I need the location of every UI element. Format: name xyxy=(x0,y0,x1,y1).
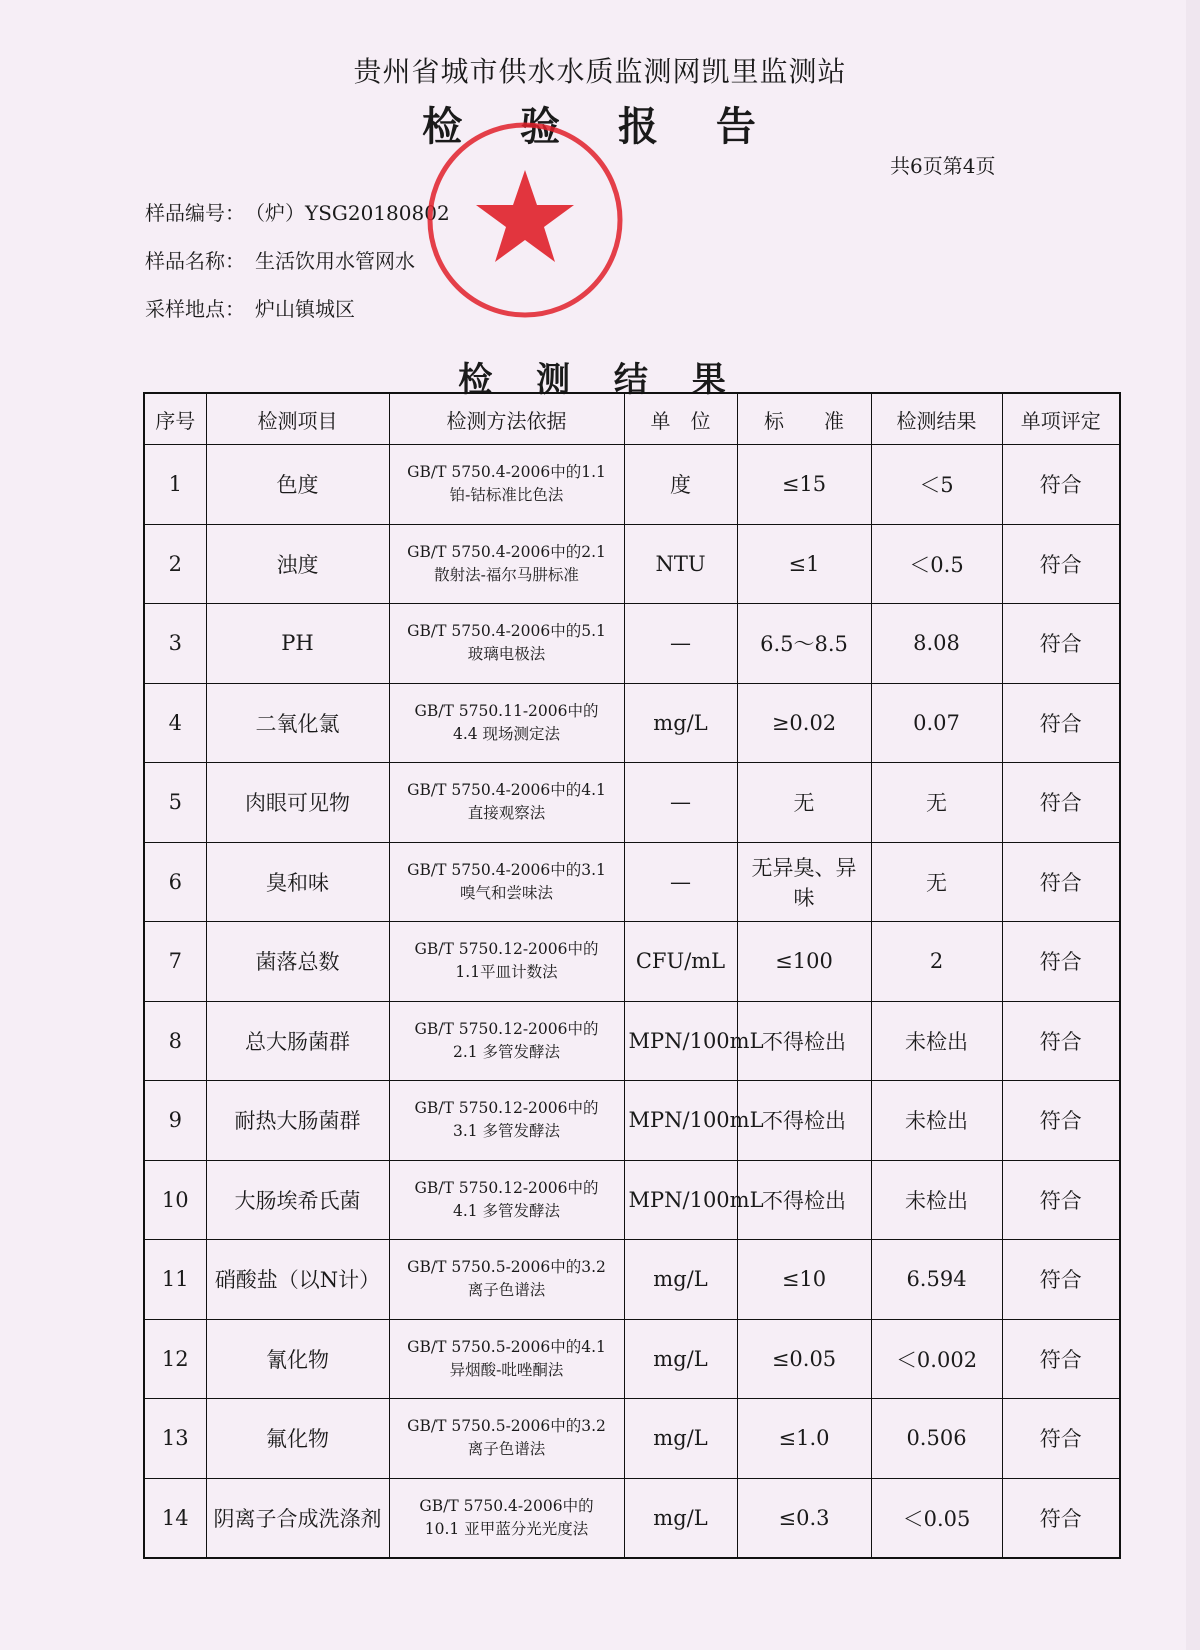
cell-standard: 6.5～8.5 xyxy=(737,604,871,684)
method-line: GB/T 5750.4-2006中的2.1 xyxy=(407,542,606,561)
cell-result: 6.594 xyxy=(871,1240,1002,1320)
cell-method xyxy=(389,604,624,684)
method-line: 1.1平皿计数法 xyxy=(455,963,558,982)
cell-result: 0.506 xyxy=(871,1399,1002,1479)
sample-name-label: 样品名称： xyxy=(145,249,245,273)
cell-no: 2 xyxy=(144,524,206,604)
cell-item: 臭和味 xyxy=(206,842,389,922)
cell-verdict: 符合 xyxy=(1002,683,1120,763)
cell-verdict: 符合 xyxy=(1002,1240,1120,1320)
cell-item: 氟化物 xyxy=(206,1399,389,1479)
cell-unit: mg/L xyxy=(624,683,737,763)
table-row xyxy=(144,763,1120,843)
cell-verdict: 符合 xyxy=(1002,1319,1120,1399)
cell-result: 0.07 xyxy=(871,683,1002,763)
cell-item: 色度 xyxy=(206,445,389,525)
method-line: GB/T 5750.12-2006中的 xyxy=(414,940,599,959)
sampling-location-value: 炉山镇城区 xyxy=(255,297,355,321)
cell-unit: 度 xyxy=(624,445,737,525)
cell-item: 阴离子合成洗涤剂 xyxy=(206,1478,389,1558)
cell-standard: ≤100 xyxy=(737,922,871,1002)
method-line: 10.1 亚甲蓝分光光度法 xyxy=(424,1519,589,1538)
sample-number-label: 样品编号： xyxy=(145,201,245,225)
cell-item: 硝酸盐（以N计） xyxy=(206,1240,389,1320)
sampling-location-line xyxy=(145,293,355,322)
cell-item: 总大肠菌群 xyxy=(206,1001,389,1081)
cell-standard: 不得检出 xyxy=(737,1081,871,1161)
cell-verdict: 符合 xyxy=(1002,1081,1120,1161)
table-row xyxy=(144,1081,1120,1161)
cell-item: 氰化物 xyxy=(206,1319,389,1399)
page-edge xyxy=(1186,0,1200,1650)
cell-unit: mg/L xyxy=(624,1240,737,1320)
cell-method xyxy=(389,1399,624,1479)
page-info: 共6页第4页 xyxy=(890,154,996,178)
cell-no: 9 xyxy=(144,1081,206,1161)
cell-unit: MPN/100mL xyxy=(624,1160,737,1240)
header-no: 序号 xyxy=(144,393,206,445)
cell-verdict: 符合 xyxy=(1002,1160,1120,1240)
cell-standard: ≤0.05 xyxy=(737,1319,871,1399)
seal-star-icon xyxy=(476,170,574,262)
cell-unit: — xyxy=(624,842,737,922)
sample-name-line xyxy=(145,245,415,274)
method-line: 异烟酸-吡唑酮法 xyxy=(449,1360,564,1379)
cell-no: 4 xyxy=(144,683,206,763)
header-verdict: 单项评定 xyxy=(1002,393,1120,445)
table-row xyxy=(144,1399,1120,1479)
cell-verdict: 符合 xyxy=(1002,922,1120,1002)
cell-method xyxy=(389,1160,624,1240)
cell-unit: mg/L xyxy=(624,1478,737,1558)
cell-result: 8.08 xyxy=(871,604,1002,684)
method-line: GB/T 5750.5-2006中的4.1 xyxy=(407,1337,606,1356)
cell-no: 13 xyxy=(144,1399,206,1479)
method-line: GB/T 5750.12-2006中的 xyxy=(414,1099,599,1118)
table-row xyxy=(144,683,1120,763)
cell-unit: NTU xyxy=(624,524,737,604)
cell-method xyxy=(389,1240,624,1320)
cell-no: 12 xyxy=(144,1319,206,1399)
header-item: 检测项目 xyxy=(206,393,389,445)
cell-standard: ≤10 xyxy=(737,1240,871,1320)
method-line: 4.4 现场测定法 xyxy=(452,724,561,743)
cell-standard: ≥0.02 xyxy=(737,683,871,763)
header-result: 检测结果 xyxy=(871,393,1002,445)
cell-unit: CFU/mL xyxy=(624,922,737,1002)
cell-verdict: 符合 xyxy=(1002,842,1120,922)
cell-unit: — xyxy=(624,604,737,684)
cell-method xyxy=(389,922,624,1002)
method-line: GB/T 5750.12-2006中的 xyxy=(414,1019,599,1038)
header-method: 检测方法依据 xyxy=(389,393,624,445)
cell-no: 11 xyxy=(144,1240,206,1320)
method-line: 4.1 多管发酵法 xyxy=(452,1201,561,1220)
cell-no: 5 xyxy=(144,763,206,843)
cell-verdict: 符合 xyxy=(1002,1001,1120,1081)
table-row xyxy=(144,922,1120,1002)
cell-no: 14 xyxy=(144,1478,206,1558)
cell-item: 二氧化氯 xyxy=(206,683,389,763)
method-line: 3.1 多管发酵法 xyxy=(452,1122,561,1141)
cell-result: ＜0.5 xyxy=(871,524,1002,604)
cell-no: 7 xyxy=(144,922,206,1002)
cell-standard: ≤0.3 xyxy=(737,1478,871,1558)
method-line: GB/T 5750.12-2006中的 xyxy=(414,1178,599,1197)
cell-method xyxy=(389,842,624,922)
cell-item: 菌落总数 xyxy=(206,922,389,1002)
cell-no: 6 xyxy=(144,842,206,922)
cell-method xyxy=(389,763,624,843)
cell-method xyxy=(389,1001,624,1081)
cell-verdict: 符合 xyxy=(1002,604,1120,684)
report-title: 检 验 报 告 xyxy=(422,103,778,150)
header-unit: 单 位 xyxy=(624,393,737,445)
cell-verdict: 符合 xyxy=(1002,445,1120,525)
method-line: 嗅气和尝味法 xyxy=(459,883,553,902)
cell-standard: 无异臭、异味 xyxy=(737,842,871,922)
table-header-row xyxy=(144,393,1120,445)
cell-result: 未检出 xyxy=(871,1001,1002,1081)
table-row xyxy=(144,1001,1120,1081)
method-line: GB/T 5750.4-2006中的3.1 xyxy=(407,860,606,879)
cell-item: 浊度 xyxy=(206,524,389,604)
cell-no: 3 xyxy=(144,604,206,684)
sample-name-value: 生活饮用水管网水 xyxy=(255,249,415,273)
cell-result: ＜0.002 xyxy=(871,1319,1002,1399)
method-line: GB/T 5750.4-2006中的4.1 xyxy=(407,781,606,800)
cell-method xyxy=(389,524,624,604)
table-row xyxy=(144,524,1120,604)
cell-item: PH xyxy=(206,604,389,684)
method-line: GB/T 5750.4-2006中的5.1 xyxy=(407,622,606,641)
table-row xyxy=(144,445,1120,525)
cell-result: 2 xyxy=(871,922,1002,1002)
method-line: 散射法-福尔马肼标准 xyxy=(434,565,579,584)
sample-number-value: （炉）YSG20180802 xyxy=(255,201,450,225)
cell-result: 未检出 xyxy=(871,1160,1002,1240)
cell-method xyxy=(389,1478,624,1558)
cell-result: ＜5 xyxy=(871,445,1002,525)
cell-item: 大肠埃希氏菌 xyxy=(206,1160,389,1240)
method-line: GB/T 5750.5-2006中的3.2 xyxy=(407,1258,606,1277)
cell-standard: 不得检出 xyxy=(737,1160,871,1240)
cell-unit: — xyxy=(624,763,737,843)
table-row xyxy=(144,842,1120,922)
method-line: 离子色谱法 xyxy=(467,1440,546,1459)
cell-method xyxy=(389,1319,624,1399)
cell-standard: 不得检出 xyxy=(737,1001,871,1081)
method-line: 直接观察法 xyxy=(467,804,546,823)
cell-standard: ≤1 xyxy=(737,524,871,604)
cell-unit: MPN/100mL xyxy=(624,1001,737,1081)
method-line: GB/T 5750.11-2006中的 xyxy=(414,701,599,720)
cell-result: ＜0.05 xyxy=(871,1478,1002,1558)
sample-number-line xyxy=(145,197,450,226)
cell-method xyxy=(389,445,624,525)
cell-no: 10 xyxy=(144,1160,206,1240)
cell-no: 8 xyxy=(144,1001,206,1081)
cell-verdict: 符合 xyxy=(1002,1399,1120,1479)
cell-no: 1 xyxy=(144,445,206,525)
method-line: 铂-钴标准比色法 xyxy=(449,486,564,505)
cell-result: 无 xyxy=(871,763,1002,843)
organization-name: 贵州省城市供水水质监测网凯里监测站 xyxy=(353,55,847,88)
method-line: GB/T 5750.4-2006中的1.1 xyxy=(407,463,606,482)
cell-standard: ≤1.0 xyxy=(737,1399,871,1479)
header-standard: 标 准 xyxy=(737,393,871,445)
table-row xyxy=(144,1319,1120,1399)
table-row xyxy=(144,1240,1120,1320)
table-row xyxy=(144,604,1120,684)
method-line: 离子色谱法 xyxy=(467,1281,546,1300)
cell-result: 无 xyxy=(871,842,1002,922)
cell-verdict: 符合 xyxy=(1002,524,1120,604)
cell-method xyxy=(389,1081,624,1161)
table-row xyxy=(144,1478,1120,1558)
cell-verdict: 符合 xyxy=(1002,763,1120,843)
cell-unit: MPN/100mL xyxy=(624,1081,737,1161)
cell-unit: mg/L xyxy=(624,1399,737,1479)
cell-standard: ≤15 xyxy=(737,445,871,525)
sampling-location-label: 采样地点： xyxy=(145,297,245,321)
cell-result: 未检出 xyxy=(871,1081,1002,1161)
method-line: 2.1 多管发酵法 xyxy=(452,1042,561,1061)
section-title: 检 测 结 果 xyxy=(458,360,742,400)
cell-verdict: 符合 xyxy=(1002,1478,1120,1558)
cell-method xyxy=(389,683,624,763)
cell-item: 肉眼可见物 xyxy=(206,763,389,843)
method-line: GB/T 5750.5-2006中的3.2 xyxy=(407,1417,606,1436)
cell-standard: 无 xyxy=(737,763,871,843)
method-line: GB/T 5750.4-2006中的 xyxy=(419,1496,594,1515)
cell-item: 耐热大肠菌群 xyxy=(206,1081,389,1161)
method-line: 玻璃电极法 xyxy=(467,645,546,664)
cell-unit: mg/L xyxy=(624,1319,737,1399)
results-table xyxy=(143,392,1121,1559)
table-row xyxy=(144,1160,1120,1240)
